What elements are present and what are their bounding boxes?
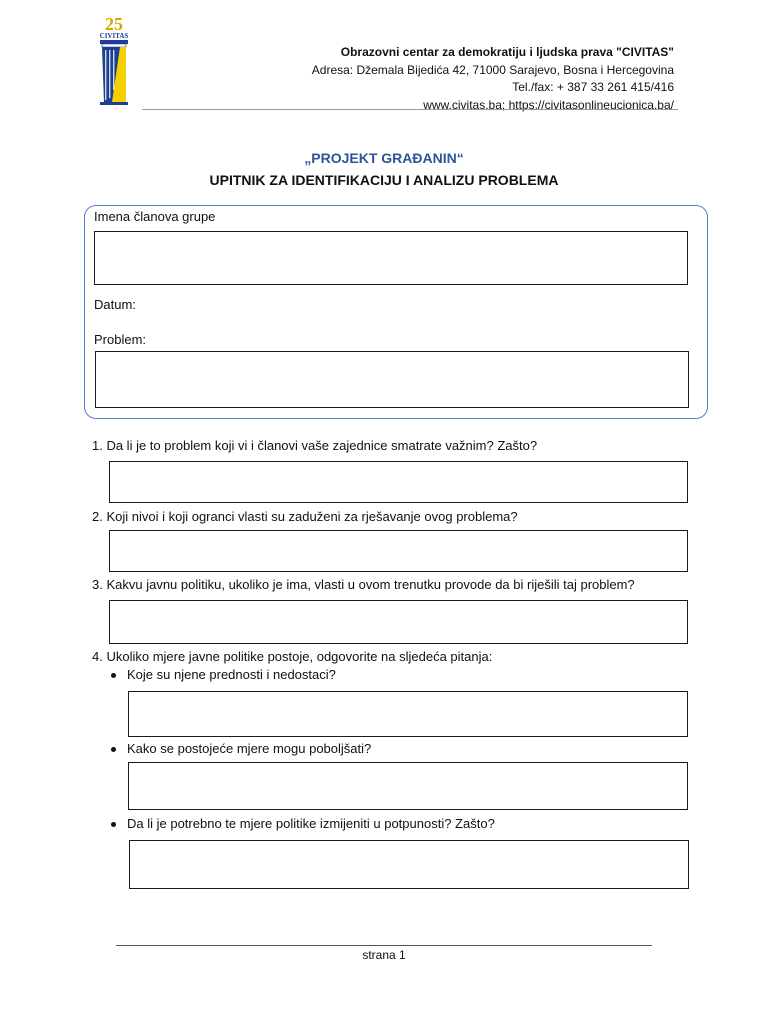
- sub-question-1-label: Koje su njene prednosti i nedostaci?: [127, 667, 336, 682]
- question-4-label: 4. Ukoliko mjere javne politike postoje, odgovorite na sljedeća pitanja:: [92, 649, 493, 664]
- members-label: Imena članova grupe: [94, 209, 216, 224]
- logo-text: CIVITAS: [99, 32, 129, 40]
- document-subtitle: „PROJEKT GRAĐANIN“: [304, 150, 464, 166]
- date-label: Datum:: [94, 297, 136, 312]
- problem-field[interactable]: [95, 351, 689, 408]
- sub-question-2-label: Kako se postojeće mjere mogu poboljšati?: [127, 741, 372, 756]
- question-3-answer-field[interactable]: [109, 600, 688, 644]
- question-2-answer-field[interactable]: [109, 530, 688, 572]
- org-address: Adresa: Džemala Bijedića 42, 71000 Sarajevo, Bosna i Hercegovina: [311, 62, 674, 77]
- document-title: UPITNIK ZA IDENTIFIKACIJU I ANALIZU PROBLEMA: [209, 172, 559, 188]
- org-name: Obrazovni centar za demokratiju i ljudska prava "CIVITAS": [340, 45, 674, 59]
- page-number: strana 1: [362, 948, 406, 962]
- bullet-icon: [111, 822, 116, 827]
- sub-question-3-answer-field[interactable]: [129, 840, 689, 889]
- bullet-icon: [111, 673, 116, 678]
- sub-question-3-label: Da li je potrebno te mjere politike izmijeniti u potpunosti? Zašto?: [127, 816, 495, 831]
- footer-divider: [116, 945, 652, 946]
- header-divider: [142, 109, 678, 110]
- problem-label: Problem:: [94, 332, 147, 347]
- org-web: www.civitas.ba; https://civitasonlineucionica.ba/: [423, 97, 674, 112]
- bullet-icon: [111, 747, 116, 752]
- civitas-logo-icon: [90, 14, 138, 106]
- logo-number: 25: [105, 14, 123, 34]
- org-phone: Tel./fax: + 387 33 261 415/416: [512, 80, 674, 94]
- org-header: [312, 44, 674, 114]
- question-2-label: 2. Koji nivoi i koji ogranci vlasti su zaduženi za rješavanje ovog problema?: [92, 509, 518, 524]
- sub-question-2-answer-field[interactable]: [128, 762, 688, 810]
- members-field[interactable]: [94, 231, 688, 285]
- question-3-label: 3. Kakvu javnu politiku, ukoliko je ima, vlasti u ovom trenutku provode da bi riješili taj problem?: [92, 577, 635, 592]
- question-1-answer-field[interactable]: [109, 461, 688, 503]
- sub-question-1-answer-field[interactable]: [128, 691, 688, 737]
- question-1-label: 1. Da li je to problem koji vi i članovi vaše zajednice smatrate važnim? Zašto?: [92, 438, 538, 453]
